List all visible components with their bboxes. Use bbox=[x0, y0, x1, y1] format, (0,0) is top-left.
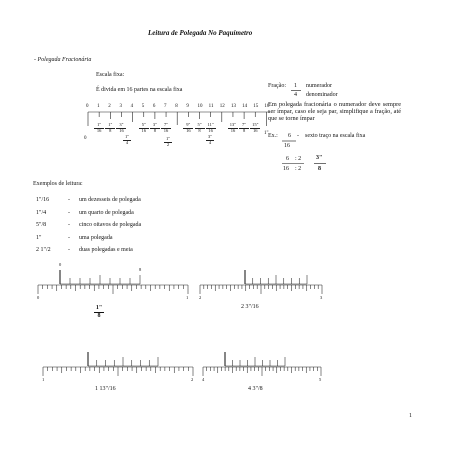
quarter-den: 4 bbox=[123, 140, 131, 146]
three-quarter-den: 4 bbox=[206, 140, 214, 146]
fraction-explanation: Em polegada fracionária o numerador deve sempre ser ímpar, caso ele seja par, simplifique a fração, até que se torne ímpar bbox=[268, 101, 401, 122]
fraction-num: 1 bbox=[294, 83, 297, 89]
ruler-fraction-num: 11" bbox=[207, 122, 214, 127]
ruler-top-number: 8 bbox=[175, 104, 178, 109]
ruler-top-number: 1 bbox=[97, 104, 100, 109]
fraction-den-desc: denominador bbox=[306, 92, 338, 98]
example-frac: 1" bbox=[36, 235, 42, 241]
ruler-fraction-den: 16 bbox=[94, 128, 104, 134]
example-dash: - bbox=[68, 197, 70, 203]
caliper-vernier-left-label: 0 bbox=[59, 262, 62, 267]
scale-description: É divida em 16 partes na escala fixa bbox=[96, 87, 183, 93]
ruler-top-number: 16 bbox=[264, 104, 270, 109]
ruler-fraction-num: 3" bbox=[119, 122, 124, 127]
fraction-num-desc: numerador bbox=[306, 83, 332, 89]
example-text: duas polegadas e meia bbox=[79, 247, 133, 253]
example-dash: - bbox=[68, 235, 70, 241]
examples-title: Exemplos de leitura: bbox=[33, 181, 83, 187]
caliper-1-reading bbox=[94, 305, 104, 319]
example-num: 6 bbox=[288, 133, 291, 139]
example-dash: - bbox=[68, 247, 70, 253]
half-den: 2 bbox=[164, 142, 172, 148]
ruler-fraction-num: 1" bbox=[97, 122, 102, 127]
ruler-fraction-den: 16 bbox=[139, 128, 149, 134]
example-dash: - bbox=[297, 133, 299, 139]
example-frac: 5"/8 bbox=[36, 222, 47, 228]
ruler-top-number: 10 bbox=[197, 104, 203, 109]
page-title: Leitura de Polegada No Paquímetro bbox=[148, 29, 253, 37]
caliper-scale-right-label: 1 bbox=[186, 295, 189, 300]
ruler-top-number: 3 bbox=[119, 104, 122, 109]
page-number: 1 bbox=[409, 413, 412, 419]
ruler-fraction-den: 16 bbox=[116, 128, 126, 134]
example-dash: - bbox=[68, 210, 70, 216]
ruler-top-number: 0 bbox=[86, 104, 89, 109]
section-title: - Polegada Fracionária bbox=[34, 57, 92, 63]
ruler-fraction-num: 7" bbox=[242, 122, 247, 127]
ruler-top-number: 2 bbox=[108, 104, 111, 109]
ruler-top-number: 7 bbox=[164, 104, 167, 109]
step-op2: : 2 bbox=[295, 166, 302, 172]
ruler-fraction-num: 15" bbox=[252, 122, 259, 127]
quarter-num: 1" bbox=[124, 134, 130, 139]
example-dash: - bbox=[68, 222, 70, 228]
ruler-fraction-num: 7" bbox=[164, 122, 169, 127]
example-text: um quarto de polegada bbox=[79, 210, 134, 216]
ruler-top-number: 12 bbox=[219, 104, 225, 109]
caliper-4-reading: 4 3"/8 bbox=[248, 386, 263, 392]
ruler-fraction-num: 13" bbox=[229, 122, 237, 127]
half-num: 1" bbox=[165, 136, 171, 141]
fraction-den: 4 bbox=[294, 92, 297, 98]
caliper-scale-left-label: 0 bbox=[37, 295, 40, 300]
ruler-fraction-num: 5" bbox=[197, 122, 202, 127]
caliper-1-num: 1" bbox=[95, 305, 103, 311]
caliper-scale-left-label: 4 bbox=[202, 377, 205, 382]
ruler-fraction-den: 16 bbox=[206, 128, 216, 134]
caliper-2-reading: 2 3"/16 bbox=[241, 304, 259, 310]
ruler-fraction-den: 16 bbox=[250, 128, 260, 134]
example-text: uma polegada bbox=[79, 235, 113, 241]
caliper-scale-left-label: 2 bbox=[199, 295, 202, 300]
ruler-fraction-den: 8 bbox=[195, 128, 205, 134]
ruler-top-number: 13 bbox=[230, 104, 236, 109]
caliper-scale-right-label: 2 bbox=[191, 377, 194, 382]
scale-label: Escala fixa: bbox=[96, 72, 125, 78]
caliper-1-den: 8 bbox=[94, 312, 104, 319]
ruler-fraction-num: 9" bbox=[186, 122, 191, 127]
caliper-scale-right-label: 3 bbox=[320, 295, 323, 300]
ruler-fraction-den: 16 bbox=[183, 128, 193, 134]
caliper-3-reading: 1 13"/16 bbox=[95, 386, 116, 392]
caliper-scale-left-label: 1 bbox=[42, 377, 45, 382]
fraction-label: Fração: bbox=[268, 83, 286, 89]
ruler-fraction-num: 1" bbox=[108, 122, 113, 127]
ruler-fraction-den: 16 bbox=[161, 128, 171, 134]
example-frac: 2 1"/2 bbox=[36, 247, 51, 253]
example-label: Ex.: bbox=[268, 133, 278, 139]
example-frac: 1"/16 bbox=[36, 197, 50, 203]
caliper-scale-right-label: 5 bbox=[319, 377, 322, 382]
example-text: um dezesseis de polegada bbox=[79, 197, 141, 203]
ruler-fraction-den: 8 bbox=[105, 128, 115, 134]
ruler-fraction-num: 5" bbox=[141, 122, 146, 127]
result-den: 8 bbox=[318, 166, 321, 172]
ruler-top-number: 5 bbox=[141, 104, 145, 109]
ruler-fraction-den: 8 bbox=[239, 128, 249, 134]
step-num: 6 bbox=[286, 156, 289, 162]
step-op1: : 2 bbox=[295, 156, 302, 162]
ruler-top-number: 6 bbox=[152, 104, 156, 109]
example-desc: sexto traço na escala fixa bbox=[305, 133, 366, 139]
ruler-fraction-den: 16 bbox=[228, 128, 238, 134]
ruler-fraction-den: 8 bbox=[150, 128, 160, 134]
caliper-vernier-right-label: 8 bbox=[139, 267, 142, 272]
result-num: 3" bbox=[316, 155, 323, 161]
example-den: 16 bbox=[284, 143, 290, 149]
ruler-fraction-num: 3" bbox=[152, 122, 157, 127]
ruler-top-number: 14 bbox=[242, 104, 248, 109]
three-quarter-num: 3" bbox=[207, 134, 213, 139]
example-text: cinco oitavos de polegada bbox=[79, 222, 142, 228]
ruler-top-number: 9 bbox=[186, 104, 189, 109]
ruler-top-number: 15 bbox=[253, 104, 259, 109]
example-frac: 1"/4 bbox=[36, 210, 47, 216]
step-den: 16 bbox=[283, 166, 289, 172]
ruler-top-number: 4 bbox=[130, 104, 134, 109]
ruler-end-label: 1" bbox=[264, 131, 269, 136]
ruler-zero-label: 0 bbox=[84, 136, 87, 141]
ruler-top-number: 11 bbox=[208, 104, 214, 109]
